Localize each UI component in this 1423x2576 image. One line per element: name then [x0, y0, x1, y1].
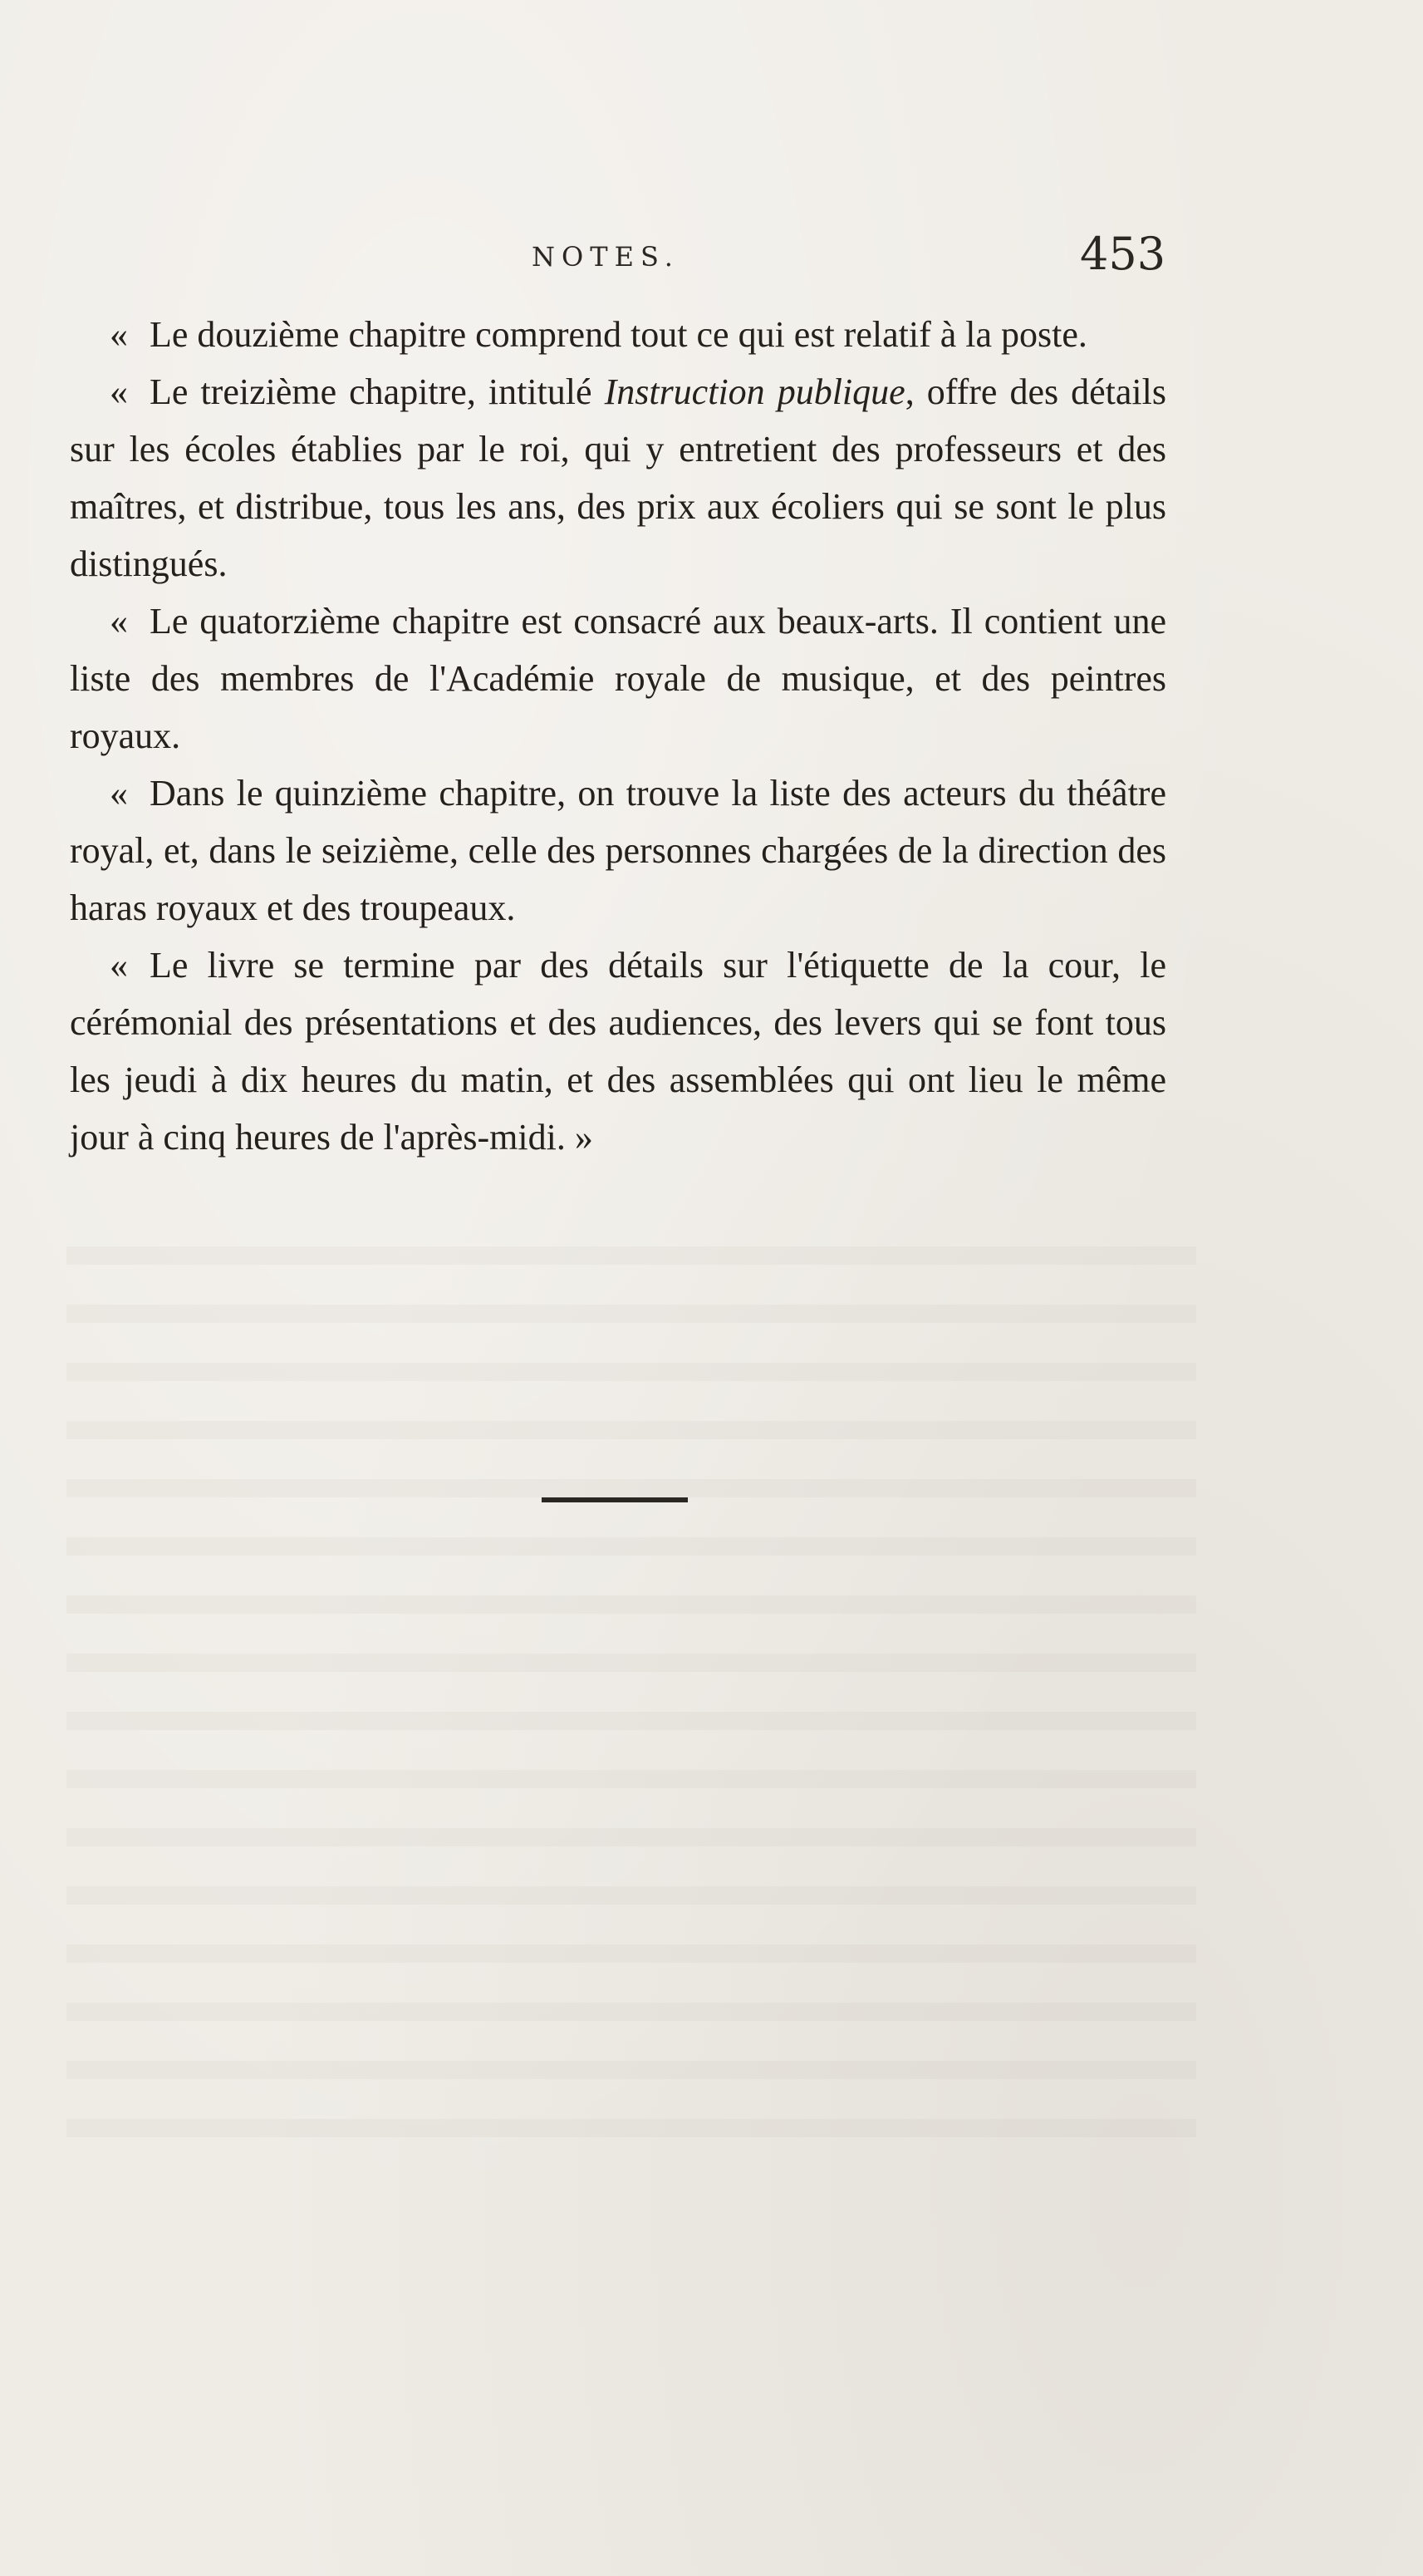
paragraph-text: Le quatorzième chapitre est consacré aux beaux-arts. Il contient une liste des membres de l'Académie royale de musique, et des peintres royaux.: [70, 601, 1166, 756]
page-header: [0, 228, 1423, 283]
page-number: 453: [1080, 228, 1166, 280]
paragraph-1: [70, 306, 1166, 363]
open-quote: «: [110, 945, 128, 986]
open-quote: «: [110, 371, 128, 412]
running-head: NOTES.: [532, 241, 680, 273]
paragraph-text: Le douzième chapitre comprend tout ce qui est relatif à la poste.: [150, 314, 1087, 355]
paragraph-text-before: Le treizième chapitre, intitulé: [150, 371, 605, 412]
paragraph-text-after: , offre des détails sur les écoles établies par le roi, qui y entretient des professeurs et des maîtres, et distribue, tous les ans, des prix aux écoliers qui se sont le plus distingués.: [70, 371, 1166, 584]
paragraph-4: [70, 764, 1166, 937]
open-quote: «: [110, 773, 128, 814]
open-quote: «: [110, 314, 128, 355]
italic-title: Instruction publique: [604, 371, 905, 412]
open-quote: «: [110, 601, 128, 642]
paragraph-2: [70, 363, 1166, 592]
paragraph-text: Dans le quinzième chapitre, on trouve la liste des acteurs du théâtre royal, et, dans le seizième, celle des personnes chargées de la direction des haras royaux et des troupeaux.: [70, 773, 1166, 928]
body-text: [70, 306, 1166, 1166]
section-divider-rule: [542, 1497, 688, 1502]
show-through-texture: [66, 1246, 1196, 2161]
paragraph-text: Le livre se termine par des détails sur l'étiquette de la cour, le cérémonial des présentations et des audiences, des levers qui se font tous les jeudi à dix heures du matin, et des assemblées qui ont lieu le même jour à cinq heures de l'après-midi. »: [70, 945, 1166, 1158]
paragraph-5: [70, 937, 1166, 1166]
paragraph-3: [70, 592, 1166, 764]
